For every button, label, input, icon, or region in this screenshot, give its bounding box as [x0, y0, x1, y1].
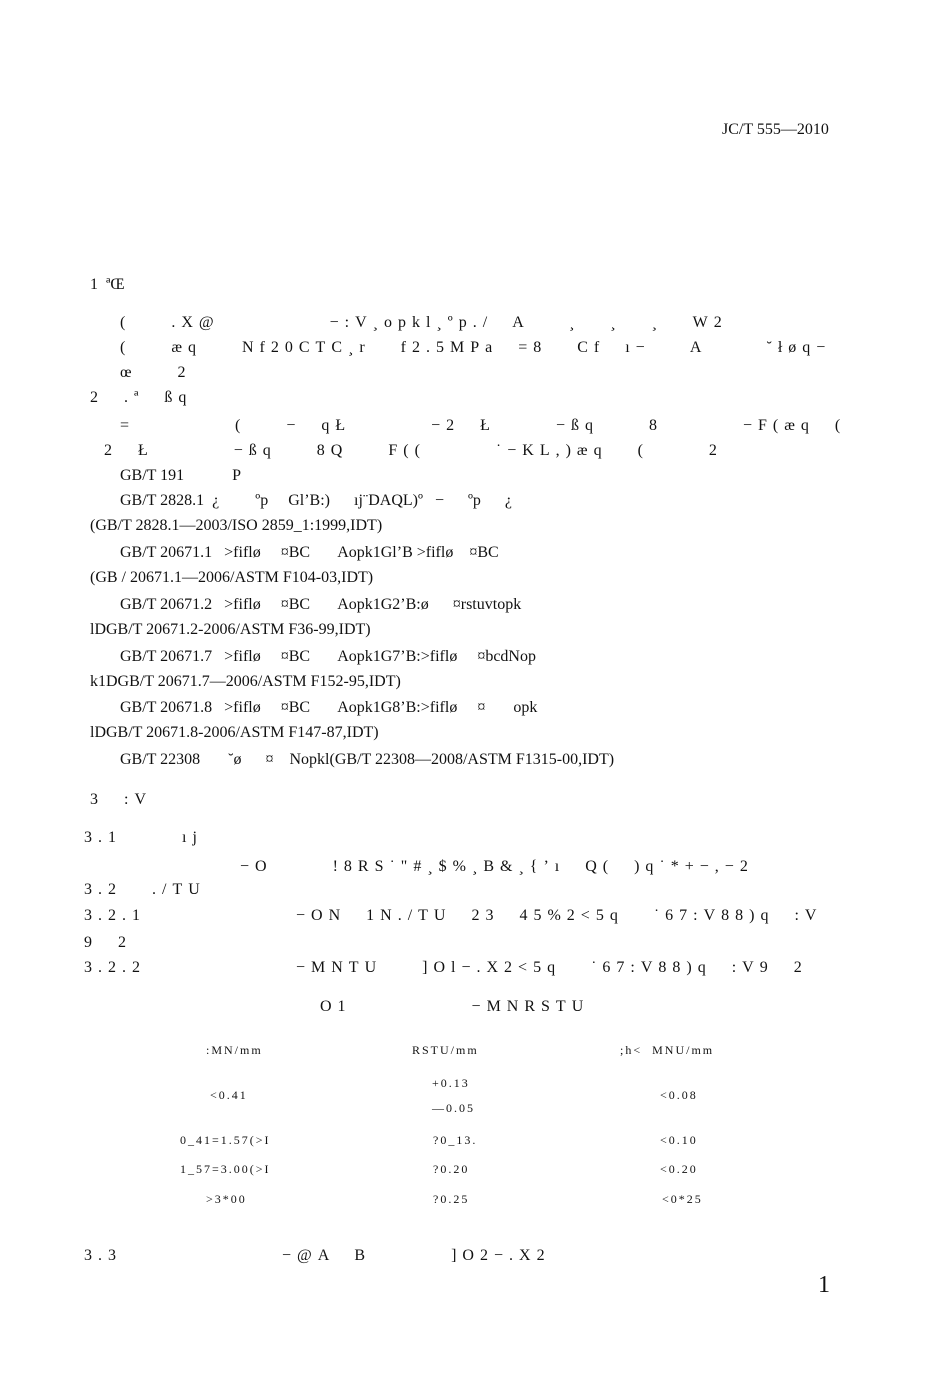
text-line: 2 Ł −ßq 8Q F(( ˙−KL,)æq ( 2 [104, 442, 723, 459]
reference-line: GB/T 191 P [120, 467, 242, 484]
table-cell: >3*00 [206, 1192, 247, 1206]
text-line: œ 2 [120, 364, 192, 381]
table-cell: +0.13 [432, 1076, 470, 1090]
text-line: 3.2.1 −ON 1N./TU 23 45%2<5q ˙67:V88)q :V [84, 907, 823, 924]
reference-line: lDGB/T 20671.8-2006/ASTM F147-87,IDT) [90, 724, 379, 741]
text-line: −O !8RS˙"#¸$%¸B&¸{’ı Q( )q˙*+−,−2 [240, 858, 754, 875]
reference-line: GB/T 20671.8 >fiflø ¤BC Aopk1G8’B:>fiflø ¤ opk [120, 699, 538, 716]
table-cell: —0.05 [432, 1101, 475, 1115]
table-cell: <0.20 [660, 1162, 698, 1176]
table-cell: ?0.20 [433, 1162, 470, 1176]
page-number: 1 [818, 1272, 830, 1298]
reference-line: GB/T 20671.7 >fiflø ¤BC Aopk1G7’B:>fiflø ¤bcdNop [120, 648, 536, 665]
table-cell: ?0.25 [433, 1192, 470, 1206]
reference-line: GB/T 20671.2 >fiflø ¤BC Aopk1G2’B:ø ¤rstuvtopk [120, 596, 522, 613]
column-header: ;h< MNU/mm [620, 1043, 715, 1057]
subsection-heading: 3.3 −@A B ]O2−.X2 [84, 1247, 551, 1264]
subsection-heading: 3.2 ./TU [84, 881, 206, 898]
table-cell: <0.10 [660, 1133, 698, 1147]
column-header: RSTU/mm [412, 1043, 479, 1057]
document-code: JC/T 555—2010 [722, 121, 829, 138]
table-cell: 1_57=3.00(>I [180, 1162, 271, 1176]
text-line: 3.2.2 −MNTU ]Ol−.X2<5q ˙67:V88)q :V9 2 [84, 959, 808, 976]
table-cell: <0.41 [210, 1088, 248, 1102]
text-line: = ( − qŁ −2 Ł −ßq 8 −F(æq ( [120, 417, 847, 434]
table-cell: 0_41=1.57(>I [180, 1133, 271, 1147]
text-line: ( æq Nf20CTC¸r f2.5MPa =8 Cf ı− A ˘łøq− [120, 339, 832, 356]
reference-line: k1DGB/T 20671.7—2006/ASTM F152-95,IDT) [90, 673, 401, 690]
reference-line: (GB / 20671.1—2006/ASTM F104-03,IDT) [90, 569, 374, 586]
table-cell: ?0_13. [433, 1133, 478, 1147]
table-cell: <0*25 [662, 1192, 703, 1206]
table-caption: O1 −MNRSTU [320, 998, 590, 1015]
reference-line: GB/T 20671.1 >fiflø ¤BC Aopk1Gl’B >fiflø ¤BC [120, 544, 499, 561]
subsection-heading: 3.1 ıj [84, 829, 203, 846]
reference-line: GB/T 22308 ˘ø ¤ Nopkl(GB/T 22308—2008/ASTM F1315-00,IDT) [120, 751, 615, 768]
reference-line: lDGB/T 20671.2-2006/ASTM F36-99,IDT) [90, 621, 371, 638]
table-cell: <0.08 [660, 1088, 698, 1102]
section-heading: 2 .ª ßq [90, 389, 193, 406]
reference-line: (GB/T 2828.1—2003/ISO 2859_1:1999,IDT) [90, 517, 383, 534]
reference-line: GB/T 2828.1 ¿ ºp Gl’B:) ıj¨DAQL)º − ºp ¿ [120, 492, 513, 509]
text-line: 9 2 [84, 934, 132, 951]
section-heading: 3 :V [90, 791, 152, 808]
text-line: ( .X@ −:V¸opkl¸ºp./ A ¸ ¸ ¸ W2 [120, 314, 728, 331]
column-header: :MN/mm [206, 1043, 263, 1057]
section-heading: 1 ªŒ [90, 276, 125, 293]
